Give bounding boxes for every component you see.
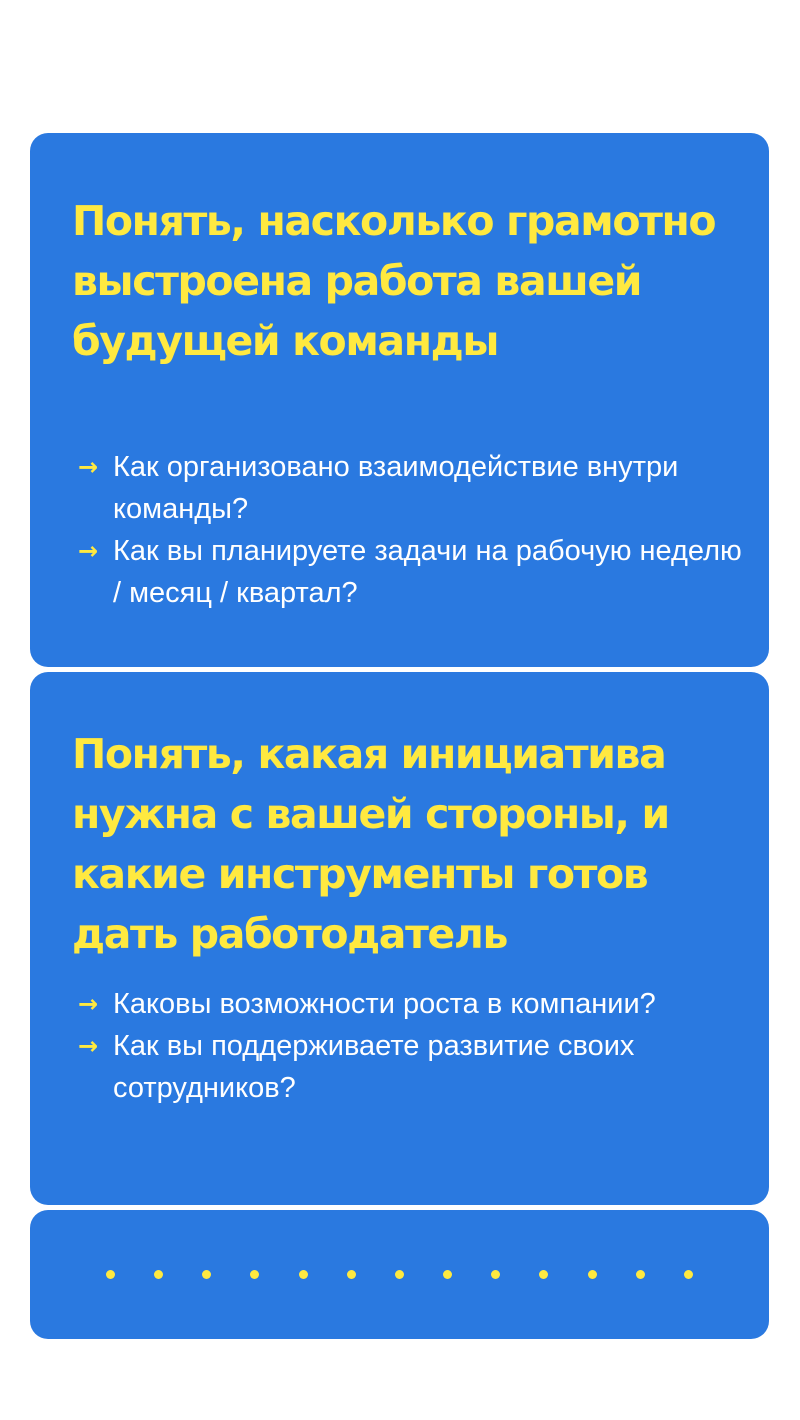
- list-item: [78, 446, 749, 530]
- dot-icon: [539, 1270, 548, 1279]
- dot-icon: [347, 1270, 356, 1279]
- dot-icon: [588, 1270, 597, 1279]
- card-title: Понять, какая инициатива нужна с вашей стороны, и какие инструменты готов дать работодатель: [72, 730, 669, 958]
- dot-icon: [202, 1270, 211, 1279]
- question-text: Как вы поддерживаете развитие своих сотрудников?: [113, 1030, 635, 1104]
- question-list: [78, 446, 749, 614]
- card-team-workflow: [30, 133, 769, 667]
- dot-icon: [106, 1270, 115, 1279]
- list-item: [78, 530, 749, 614]
- dot-icon: [443, 1270, 452, 1279]
- arrow-right-icon: →: [78, 1032, 99, 1060]
- dot-icon: [684, 1270, 693, 1279]
- question-text: Как вы планируете задачи на рабочую неделю / месяц / квартал?: [113, 535, 742, 609]
- list-item: [78, 1025, 749, 1109]
- dot-icon: [299, 1270, 308, 1279]
- list-item: [78, 983, 749, 1025]
- dots-row: [106, 1266, 693, 1282]
- arrow-right-icon: →: [78, 990, 99, 1018]
- arrow-right-icon: →: [78, 537, 99, 565]
- dot-icon: [154, 1270, 163, 1279]
- question-list: [78, 983, 749, 1109]
- dot-icon: [395, 1270, 404, 1279]
- dot-icon: [491, 1270, 500, 1279]
- question-text: Каковы возможности роста в компании?: [113, 988, 656, 1020]
- card-initiative-tools: [30, 672, 769, 1205]
- dot-icon: [250, 1270, 259, 1279]
- dot-icon: [636, 1270, 645, 1279]
- card-title: Понять, насколько грамотно выстроена работа вашей будущей команды: [72, 197, 716, 365]
- arrow-right-icon: →: [78, 453, 99, 481]
- question-text: Как организовано взаимодействие внутри команды?: [113, 451, 679, 525]
- pagination-card: [30, 1210, 769, 1339]
